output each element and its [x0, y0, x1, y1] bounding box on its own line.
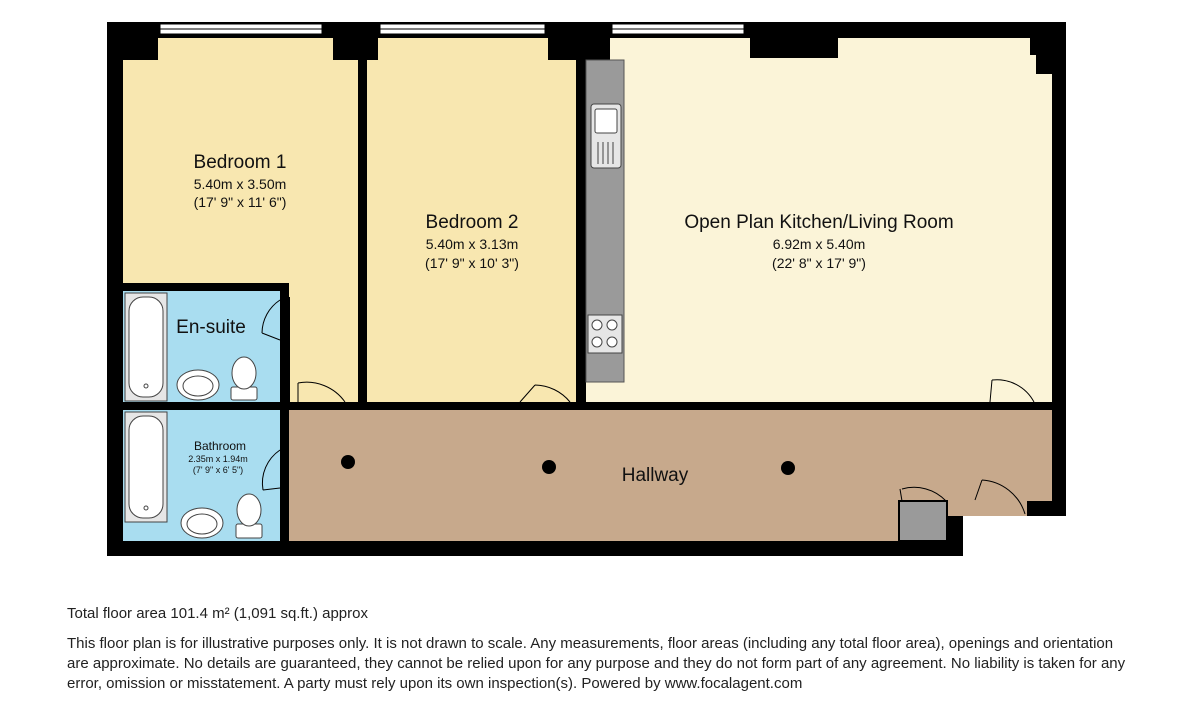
ensuite-bathtub-icon — [125, 293, 167, 401]
bedroom-1-metric: 5.40m x 3.50m — [193, 176, 287, 192]
bedroom-2-metric: 5.40m x 3.13m — [425, 236, 519, 252]
storage-cupboard — [899, 501, 947, 541]
bathroom-toilet-icon — [236, 494, 262, 538]
disclaimer-text: This floor plan is for illustrative purposes only. It is not drawn to scale. Any measurements, floor areas (including any total floor area), openings and orientation are approximate. No details are guaranteed, they cannot be relied upon for any purpose and they do not form part of any agreement. No liability is taken for any error, omission or misstatement. A party must rely upon its own inspection(s). Powered by www.focalagent.com — [67, 635, 1126, 692]
hallway-name: Hallway — [621, 465, 689, 486]
bathroom-imperial: (7' 9" x 6' 5") — [192, 465, 244, 475]
bedroom-1-name: Bedroom 1 — [193, 152, 287, 173]
wall-ensuite-bath — [115, 402, 289, 410]
footer — [67, 605, 1127, 694]
ceiling-light-icon — [781, 461, 795, 475]
bedroom-2-imperial: (17' 9" x 10' 3") — [425, 255, 519, 271]
wall-ensuite-east — [280, 283, 289, 541]
ensuite-basin-icon — [177, 370, 219, 400]
kitchen-living-name: Open Plan Kitchen/Living Room — [684, 212, 954, 233]
wall-bed2-kitchen — [576, 60, 586, 410]
bathroom-name: Bathroom — [193, 439, 247, 453]
bathroom-metric: 2.35m x 1.94m — [188, 454, 248, 464]
bathroom-basin-icon — [181, 508, 223, 538]
window-bedroom-2 — [380, 24, 545, 34]
kitchen-living-imperial: (22' 8" x 17' 9") — [772, 255, 866, 271]
window-bedroom-1 — [160, 24, 322, 34]
ceiling-light-icon — [341, 455, 355, 469]
wall-ensuite-top — [123, 283, 289, 291]
wall-bed1-bed2 — [358, 60, 367, 410]
ensuite-toilet-icon — [231, 357, 257, 400]
hob-icon — [588, 315, 622, 353]
bedroom-2-name: Bedroom 2 — [425, 212, 519, 233]
kitchen-living-metric: 6.92m x 5.40m — [772, 236, 866, 252]
ensuite-name: En-suite — [176, 317, 246, 338]
ceiling-light-icon — [542, 460, 556, 474]
wall-corridor-north — [280, 402, 1052, 410]
bathroom-bathtub-icon — [125, 412, 167, 522]
window-kitchen — [612, 24, 744, 34]
bedroom-1-imperial: (17' 9" x 11' 6") — [193, 194, 287, 210]
total-floor-area: Total floor area 101.4 m² (1,091 sq.ft.) approx — [67, 605, 368, 622]
sink-icon — [591, 104, 621, 168]
